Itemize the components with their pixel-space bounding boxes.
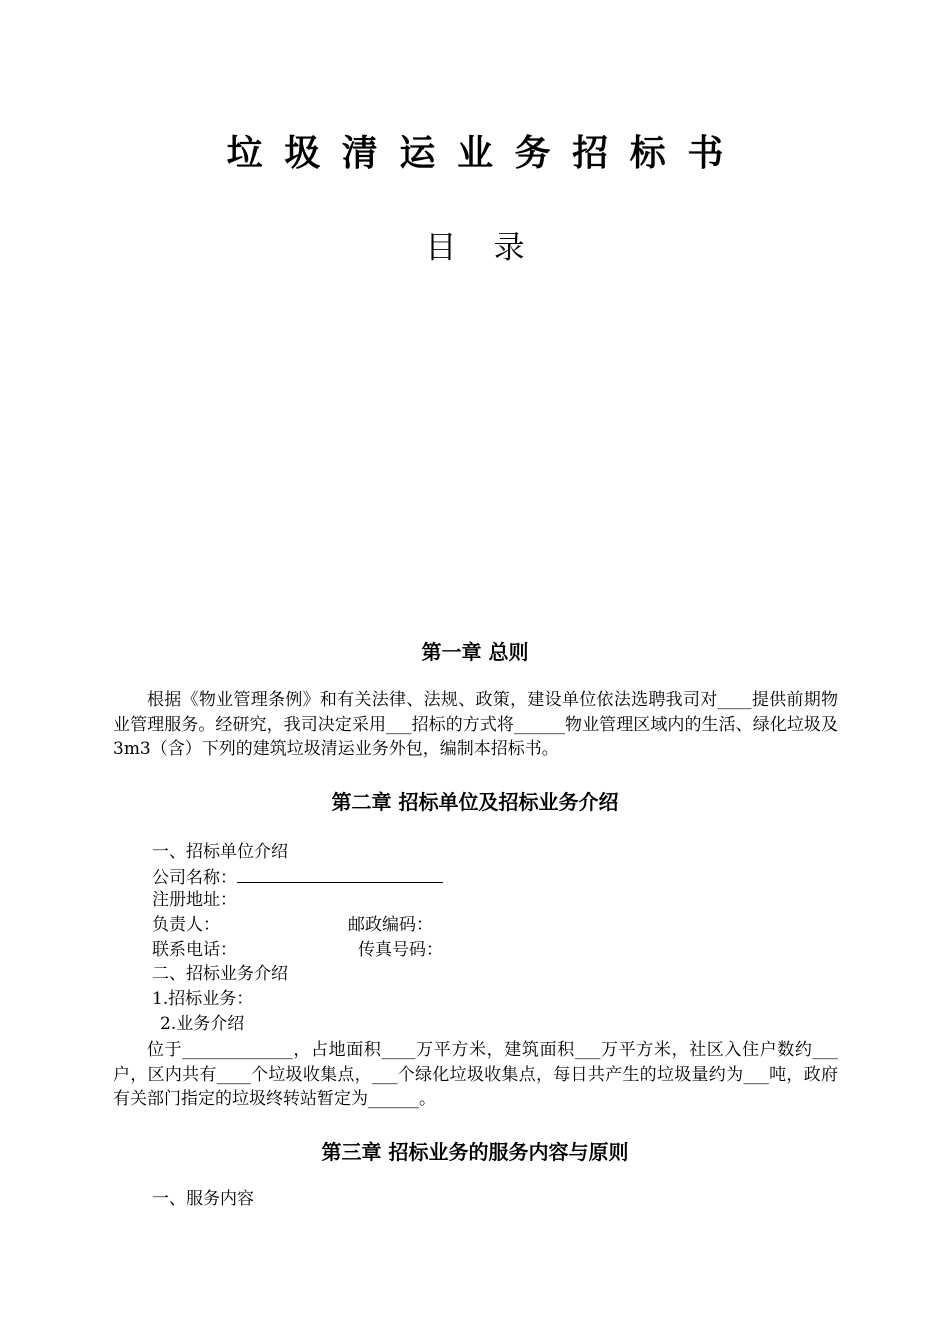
unit-intro-heading: 一、招标单位介绍 bbox=[152, 842, 288, 862]
business-intro-heading: 二、招标业务介绍 bbox=[152, 964, 288, 984]
business-item-2: 2.业务介绍 bbox=[160, 1014, 245, 1034]
phone-label: 联系电话： bbox=[152, 940, 237, 960]
address-label: 注册地址： bbox=[152, 890, 237, 910]
company-name-row bbox=[152, 864, 443, 890]
chapter-2-heading: 第二章 招标单位及招标业务介绍 bbox=[331, 790, 619, 814]
postcode-label: 邮政编码： bbox=[348, 915, 433, 935]
person-label: 负责人： bbox=[152, 915, 220, 935]
document-title: 垃圾清运业务招标书 bbox=[226, 133, 745, 174]
chapter-1-heading: 第一章 总则 bbox=[421, 640, 529, 664]
company-name-blank bbox=[237, 864, 443, 883]
service-content-heading: 一、服务内容 bbox=[152, 1189, 254, 1209]
chapter-2-paragraph: 位于_____________，占地面积____万平方米，建筑面积___万平方米，社区入住户数约___户，区内共有____个垃圾收集点，___个绿化垃圾收集点，每日共产生的垃圾量约为___吨，政府有关部门指定的垃圾终转站暂定为______。 bbox=[113, 1040, 838, 1109]
fax-label: 传真号码： bbox=[358, 940, 443, 960]
chapter-1-paragraph: 根据《物业管理条例》和有关法律、法规、政策，建设单位依法选聘我司对____提供前期物业管理服务。经研究，我司决定采用___招标的方式将______物业管理区域内的生活、绿化垃圾及3m3（含）下列的建筑垃圾清运业务外包，编制本招标书。 bbox=[113, 690, 838, 759]
company-name-label: 公司名称： bbox=[152, 868, 237, 888]
business-item-1: 1.招标业务： bbox=[152, 989, 254, 1009]
toc-title: 目录 bbox=[425, 230, 562, 266]
chapter-3-heading: 第三章 招标业务的服务内容与原则 bbox=[321, 1140, 629, 1164]
